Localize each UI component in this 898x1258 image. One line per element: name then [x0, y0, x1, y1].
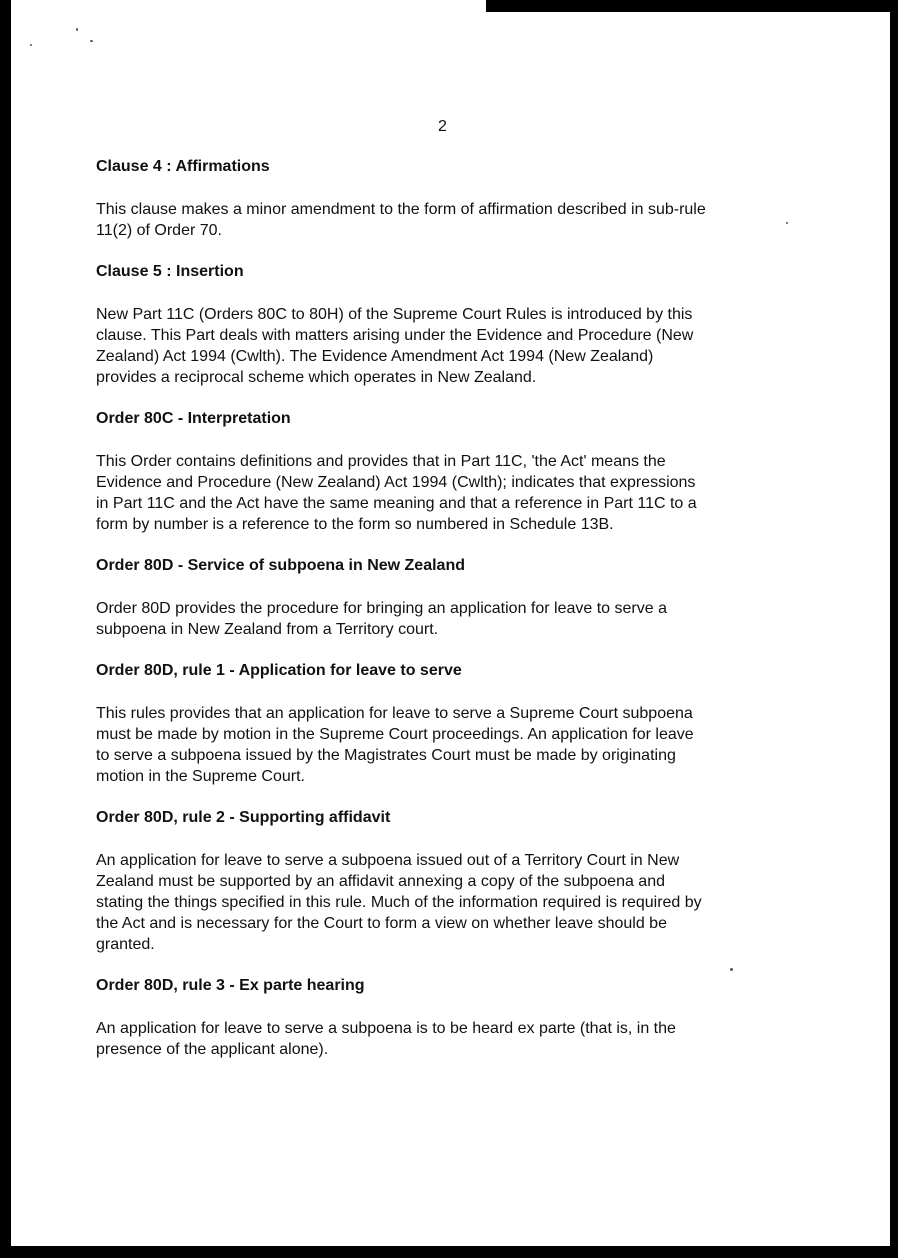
paragraph-line: An application for leave to serve a subpoena issued out of a Territory Court in New: [96, 852, 680, 869]
paragraph-line: form by number is a reference to the form so numbered in Schedule 13B.: [96, 516, 614, 533]
paragraph-line: Evidence and Procedure (New Zealand) Act 1994 (Cwlth); indicates that expressions: [96, 474, 696, 491]
scan-speck: [30, 44, 32, 46]
paragraph-line: presence of the applicant alone).: [96, 1041, 329, 1058]
scan-border-top: [486, 0, 898, 12]
paragraph-line: New Part 11C (Orders 80C to 80H) of the Supreme Court Rules is introduced by this: [96, 306, 693, 323]
section-paragraph: [92, 850, 792, 955]
paragraph-line: This rules provides that an application for leave to serve a Supreme Court subpoena: [96, 705, 693, 722]
paragraph-line: This Order contains definitions and provides that in Part 11C, 'the Act' means the: [96, 453, 666, 470]
paragraph-line: clause. This Part deals with matters arising under the Evidence and Procedure (New: [96, 327, 694, 344]
section-heading: Clause 4 : Affirmations: [96, 158, 270, 175]
paragraph-line: This clause makes a minor amendment to the form of affirmation described in sub-rule: [96, 201, 706, 218]
section-paragraph: [92, 703, 792, 787]
paragraph-line: the Act and is necessary for the Court to form a view on whether leave should be: [96, 915, 667, 932]
section-heading: Order 80D, rule 2 - Supporting affidavit: [96, 809, 391, 826]
paragraph-line: provides a reciprocal scheme which operates in New Zealand.: [96, 369, 537, 386]
paragraph-line: Order 80D provides the procedure for bringing an application for leave to serve a: [96, 600, 667, 617]
section-heading: Clause 5 : Insertion: [96, 263, 244, 280]
paragraph-line: granted.: [96, 936, 155, 953]
paragraph-line: subpoena in New Zealand from a Territory court.: [96, 621, 439, 638]
paragraph-line: must be made by motion in the Supreme Court proceedings. An application for leave: [96, 726, 694, 743]
scan-speck: [90, 40, 93, 42]
section-paragraph: [92, 199, 792, 241]
section-heading: Order 80D - Service of subpoena in New Zealand: [96, 557, 465, 574]
page-number: 2: [438, 118, 447, 135]
scan-border-right: [890, 0, 898, 1258]
section-heading: Order 80D, rule 1 - Application for leave to serve: [96, 662, 462, 679]
scan-border-left: [0, 0, 11, 1258]
paragraph-line: to serve a subpoena issued by the Magistrates Court must be made by originating: [96, 747, 676, 764]
section-heading: Order 80C - Interpretation: [96, 410, 291, 427]
section-paragraph: [92, 304, 792, 388]
scan-speck: [76, 28, 78, 31]
paragraph-line: Zealand) Act 1994 (Cwlth). The Evidence Amendment Act 1994 (New Zealand): [96, 348, 654, 365]
paragraph-line: An application for leave to serve a subpoena is to be heard ex parte (that is, in the: [96, 1020, 676, 1037]
paragraph-line: 11(2) of Order 70.: [96, 222, 222, 239]
section-heading: Order 80D, rule 3 - Ex parte hearing: [96, 977, 365, 994]
section-paragraph: [92, 451, 792, 535]
paragraph-line: motion in the Supreme Court.: [96, 768, 305, 785]
scan-border-bottom: [0, 1246, 898, 1258]
section-paragraph: [92, 598, 792, 640]
paragraph-line: Zealand must be supported by an affidavit annexing a copy of the subpoena and: [96, 873, 665, 890]
paragraph-line: in Part 11C and the Act have the same meaning and that a reference in Part 11C to a: [96, 495, 697, 512]
document-body: [92, 156, 792, 1060]
paragraph-line: stating the things specified in this rule. Much of the information required is required by: [96, 894, 702, 911]
section-paragraph: [92, 1018, 792, 1060]
